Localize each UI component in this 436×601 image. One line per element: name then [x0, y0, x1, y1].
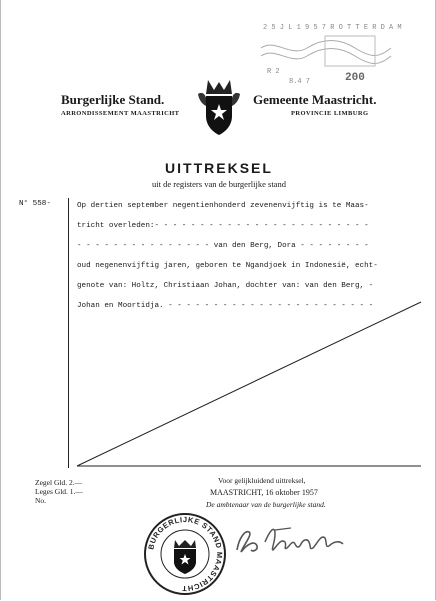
cancellation-lines: [1, 0, 436, 600]
record-number: N° 558-: [19, 200, 51, 208]
fee-leges: Leges Gld. 1.—: [35, 487, 83, 496]
fee-number: No.: [35, 496, 47, 505]
stamp-line-2: R 2: [267, 68, 280, 76]
official-title: De ambtenaar van de burgerlijke stand.: [206, 500, 326, 509]
stamp-value: 200: [345, 72, 365, 84]
record-line: Johan en Moortidja. - - - - - - - - - - - - - - - - - - - - - - -: [77, 302, 374, 310]
record-line: tricht overleden:- - - - - - - - - - - - - - - - - - - - - - - -: [77, 222, 369, 230]
header-right-title: Gemeente Maastricht.: [253, 92, 377, 107]
stamp-line-3: 8.4 7: [289, 78, 311, 86]
document-title: UITTREKSEL: [165, 160, 273, 176]
header-left-title: Burgerlijke Stand.: [61, 92, 165, 107]
stamp-line-1: 2 5 J L 1 9 5 7 R O T T E R D A M: [263, 24, 402, 32]
header-left-subtitle: ARRONDISSEMENT MAASTRICHT: [61, 110, 180, 117]
seal-text: BURGERLIJKE STAND MAASTRICHT: [146, 514, 225, 594]
conformity-text: Voor gelijkluidend uittreksel,: [218, 476, 306, 485]
record-line: Op dertien september negentienhonderd zevenenvijftig is te Maas-: [77, 202, 369, 210]
header-right-subtitle: PROVINCIE LIMBURG: [291, 110, 369, 117]
place-date: MAASTRICHT, 16 oktober 1957: [210, 488, 318, 497]
record-line: - - - - - - - - - - - - - - - van den Berg, Dora - - - - - - - -: [77, 242, 369, 250]
fee-zegel: Zegel Gld. 2.—: [35, 478, 83, 487]
document-subtitle: uit de registers van de burgerlijke stand: [152, 179, 286, 189]
record-line: genote van: Holtz, Christiaan Johan, dochter van: van den Berg, -: [77, 282, 374, 290]
signature: [231, 520, 371, 565]
official-seal-icon: [143, 512, 227, 601]
fees-block: [35, 478, 83, 505]
record-line: oud negenenvijftig jaren, geboren te Ngandjoek in Indonesië, echt-: [77, 262, 378, 270]
